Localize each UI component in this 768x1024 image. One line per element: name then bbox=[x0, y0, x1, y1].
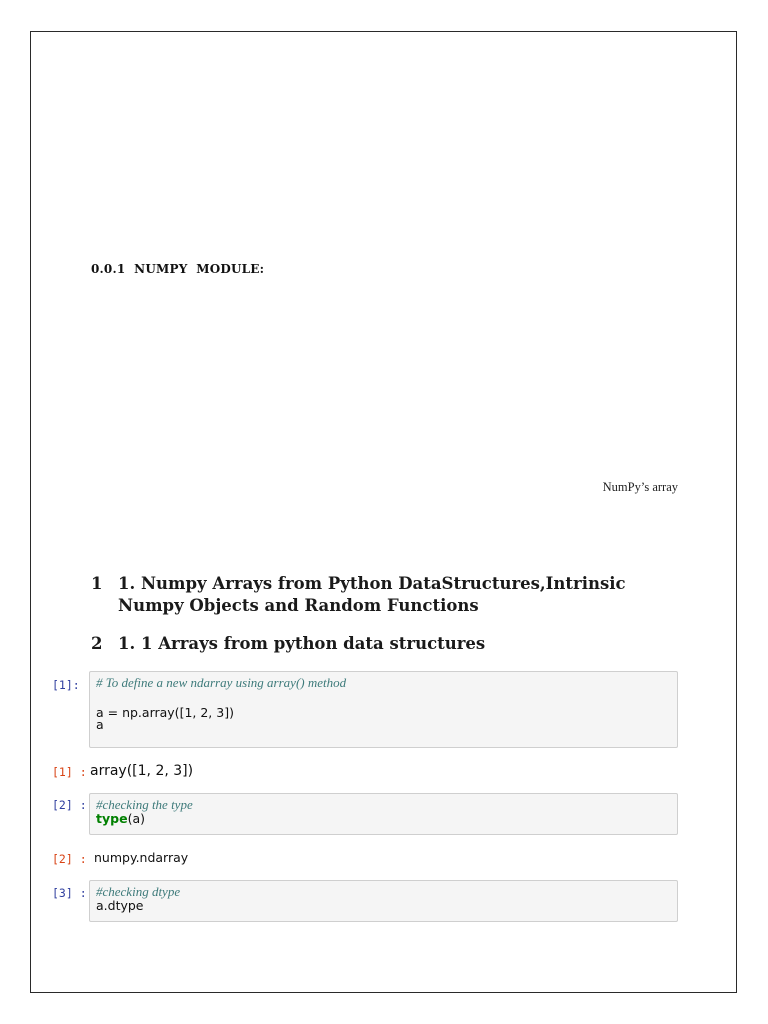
in-prompt-1: [1]: bbox=[52, 678, 80, 692]
code-line: a bbox=[96, 717, 104, 732]
code-cell-3[interactable] bbox=[89, 880, 678, 922]
code-cell-2[interactable] bbox=[89, 793, 678, 835]
in-prompt-3: [3] : bbox=[52, 886, 87, 900]
subsubsection-heading: 0.0.1 NUMPY MODULE: bbox=[91, 262, 265, 276]
code-args: (a) bbox=[127, 811, 145, 826]
page-frame bbox=[30, 31, 737, 993]
code-line: a = np.array([1, 2, 3]) bbox=[96, 705, 234, 720]
code-line: a.dtype bbox=[96, 898, 144, 913]
section-2-title: 1. 1 Arrays from python data structures bbox=[118, 634, 486, 653]
code-comment: #checking the type bbox=[96, 797, 193, 812]
cell-output-2: numpy.ndarray bbox=[94, 850, 189, 865]
builtin-keyword: type bbox=[96, 811, 128, 826]
out-prompt-1: [1] : bbox=[52, 765, 87, 779]
out-prompt-2: [2] : bbox=[52, 852, 87, 866]
section-2-number: 2 bbox=[91, 634, 103, 653]
code-comment: # To define a new ndarray using array() method bbox=[96, 675, 347, 690]
section-1-number: 1 bbox=[91, 574, 103, 593]
section-2-heading bbox=[91, 633, 683, 655]
section-1-title: 1. Numpy Arrays from Python DataStructures,Intrinsic Numpy Objects and Random Functions bbox=[118, 574, 626, 615]
code-comment: #checking dtype bbox=[96, 884, 181, 899]
section-1-heading bbox=[91, 573, 683, 617]
cell-output-1: array([1, 2, 3]) bbox=[90, 763, 194, 779]
figure-caption: NumPy’s array bbox=[602, 480, 678, 494]
code-cell-1[interactable] bbox=[89, 671, 678, 748]
in-prompt-2: [2] : bbox=[52, 798, 87, 812]
code-line bbox=[96, 813, 671, 825]
